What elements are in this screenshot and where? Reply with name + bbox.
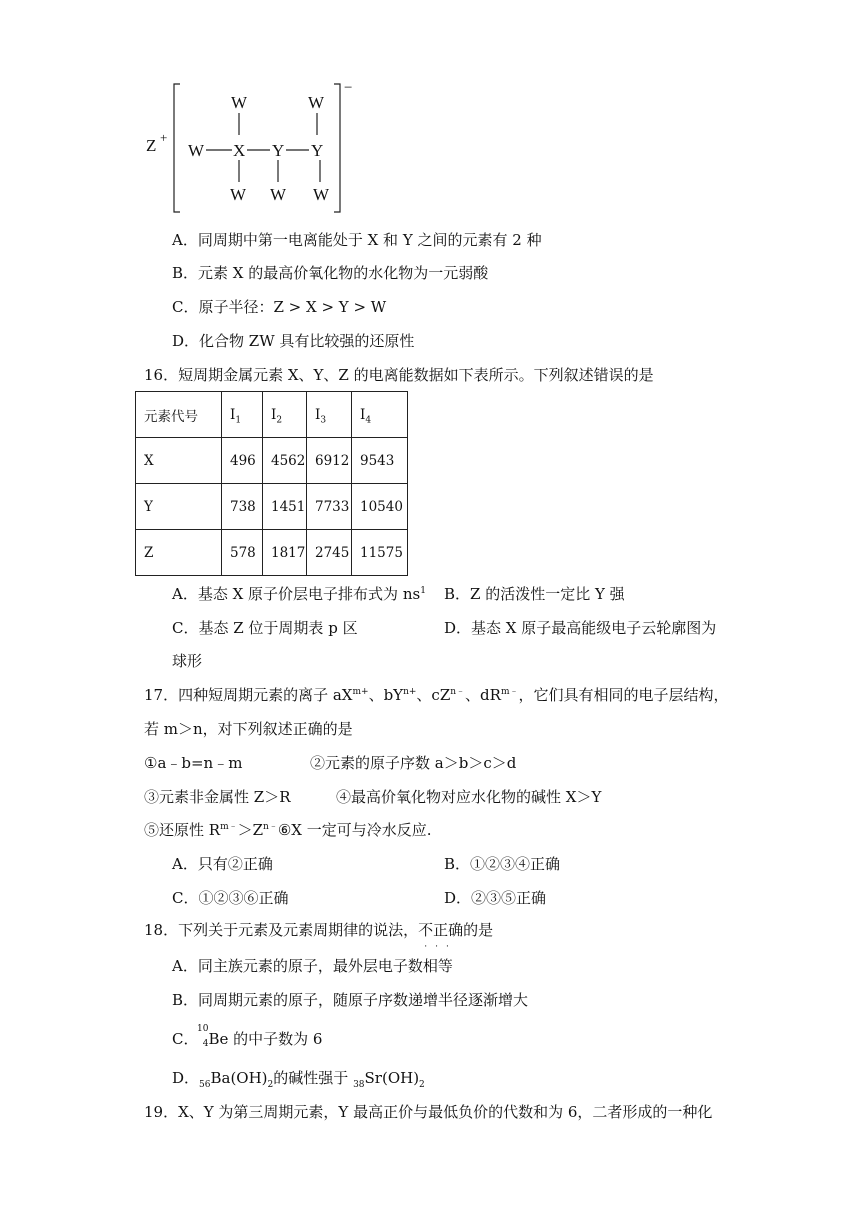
- q15-option-a: A．同周期中第一电离能处于 X 和 Y 之间的元素有 2 种: [172, 231, 542, 249]
- q18-option-b: B．同周期元素的原子，随原子序数递增半径逐渐增大: [172, 991, 529, 1009]
- q17-option-a: A．只有②正确: [172, 855, 273, 873]
- table-row: [136, 484, 408, 530]
- table-header-cell: 元素代号: [136, 392, 222, 438]
- q17-statement-3: ③元素非金属性 Z＞R: [144, 788, 291, 806]
- atom-y-right: Y: [311, 141, 324, 160]
- atom-x: X: [233, 141, 246, 160]
- table-row: [136, 438, 408, 484]
- table-header-cell: $I_2$: [263, 392, 307, 438]
- table-cell: 11575: [352, 530, 408, 576]
- q17-option-b: B．①②③④正确: [444, 855, 561, 873]
- table-cell: 9543: [352, 438, 408, 484]
- anion-charge: −: [344, 80, 353, 96]
- table-header-row: [136, 392, 408, 438]
- emphasis-text: 不正确 ···: [418, 921, 463, 939]
- table-cell: 4562: [263, 438, 307, 484]
- q17-statements-5-6: ⑤还原性 $R^{m﹣}>Z^{n﹣}⑥X$ 一定可与冷水反应.: [144, 821, 432, 839]
- table-header-cell: $I_3$: [307, 392, 352, 438]
- q16-stem: 16．短周期金属元素 X、Y、Z 的电离能数据如下表所示。下列叙述错误的是: [144, 366, 654, 384]
- q18-option-d: D．$_{56}Ba(OH)_2$的碱性强于 $_{38}Sr(OH)_2$: [172, 1069, 425, 1090]
- atom-w-top-left: W: [231, 93, 248, 112]
- table-cell: 578: [222, 530, 263, 576]
- q17-stem-line1: 17．四种短周期元素的离子 $aX^{m+}$、$bY^{n+}$、$cZ^{n﹣}$、$dR^{m﹣}$，它们具有相同的电子层结构，: [144, 686, 729, 704]
- ionization-energy-table: [135, 391, 408, 576]
- atom-w-bottom-right: W: [313, 185, 330, 204]
- q16-option-d: D．基态 X 原子最高能级电子云轮廓图为: [444, 619, 717, 637]
- q18-option-c: C． 10 4 Be 的中子数为 6: [172, 1024, 323, 1049]
- table-cell: 6912: [307, 438, 352, 484]
- q17-statement-4: ④最高价氧化物对应水化物的碱性 X＞Y: [336, 788, 602, 806]
- ionic-structure-diagram: [140, 80, 370, 220]
- q15-option-c: C．原子半径：Z > X > Y > W: [172, 298, 387, 316]
- element-symbol: Be: [208, 1030, 229, 1048]
- q17-option-c: C．①②③⑥正确: [172, 889, 289, 907]
- table-cell: 738: [222, 484, 263, 530]
- atom-w-top-right: W: [308, 93, 325, 112]
- left-bracket: [174, 84, 180, 212]
- table-cell: Z: [136, 530, 222, 576]
- table-header-cell: $I_1$: [222, 392, 263, 438]
- table-cell: Y: [136, 484, 222, 530]
- table-cell: 1451: [263, 484, 307, 530]
- q17-statement-2: ②元素的原子序数 a＞b＞c＞d: [310, 754, 517, 772]
- q19-stem: 19．X、Y 为第三周期元素，Y 最高正价与最低负价的代数和为 6，二者形成的一种化: [144, 1103, 713, 1121]
- right-bracket: [334, 84, 340, 212]
- q16-option-c: C．基态 Z 位于周期表 p 区: [172, 619, 358, 637]
- q16-option-d-continued: 球形: [172, 652, 203, 670]
- table-cell: 1817: [263, 530, 307, 576]
- nuclide-scripts: [196, 1024, 209, 1049]
- q15-option-b: B．元素 X 的最高价氧化物的水化物为一元弱酸: [172, 264, 489, 282]
- q16-option-b: B．Z 的活泼性一定比 Y 强: [444, 585, 625, 603]
- atom-w-bottom-middle: W: [270, 185, 287, 204]
- q16-option-a: A．基态 X 原子价层电子排布式为 $ns^1$: [172, 585, 426, 603]
- q17-statement-1: ①a﹣b=n﹣m: [144, 754, 243, 772]
- table-cell: 2745: [307, 530, 352, 576]
- q18-option-a: A．同主族元素的原子，最外层电子数相等: [172, 957, 453, 975]
- table-header-cell: $I_4$: [352, 392, 408, 438]
- cation-symbol: Z: [146, 136, 157, 155]
- atom-w-bottom-left: W: [230, 185, 247, 204]
- q18-stem: 18．下列关于元素及元素周期律的说法，不正确 ··· 的是: [144, 920, 493, 940]
- atom-w-left: W: [188, 141, 205, 160]
- table-cell: 496: [222, 438, 263, 484]
- table-cell: X: [136, 438, 222, 484]
- mass-number: 10: [197, 1024, 209, 1034]
- table-cell: 7733: [307, 484, 352, 530]
- table-cell: 10540: [352, 484, 408, 530]
- table-row: [136, 530, 408, 576]
- atom-y-middle: Y: [272, 141, 285, 160]
- cation-charge: +: [160, 130, 168, 145]
- q17-stem-line2: 若 m＞n，对下列叙述正确的是: [144, 720, 353, 738]
- emphasis-dots: ···: [424, 942, 457, 952]
- q15-option-d: D．化合物 ZW 具有比较强的还原性: [172, 332, 415, 350]
- atomic-number: 4: [202, 1039, 209, 1049]
- q17-option-d: D．②③⑤正确: [444, 889, 547, 907]
